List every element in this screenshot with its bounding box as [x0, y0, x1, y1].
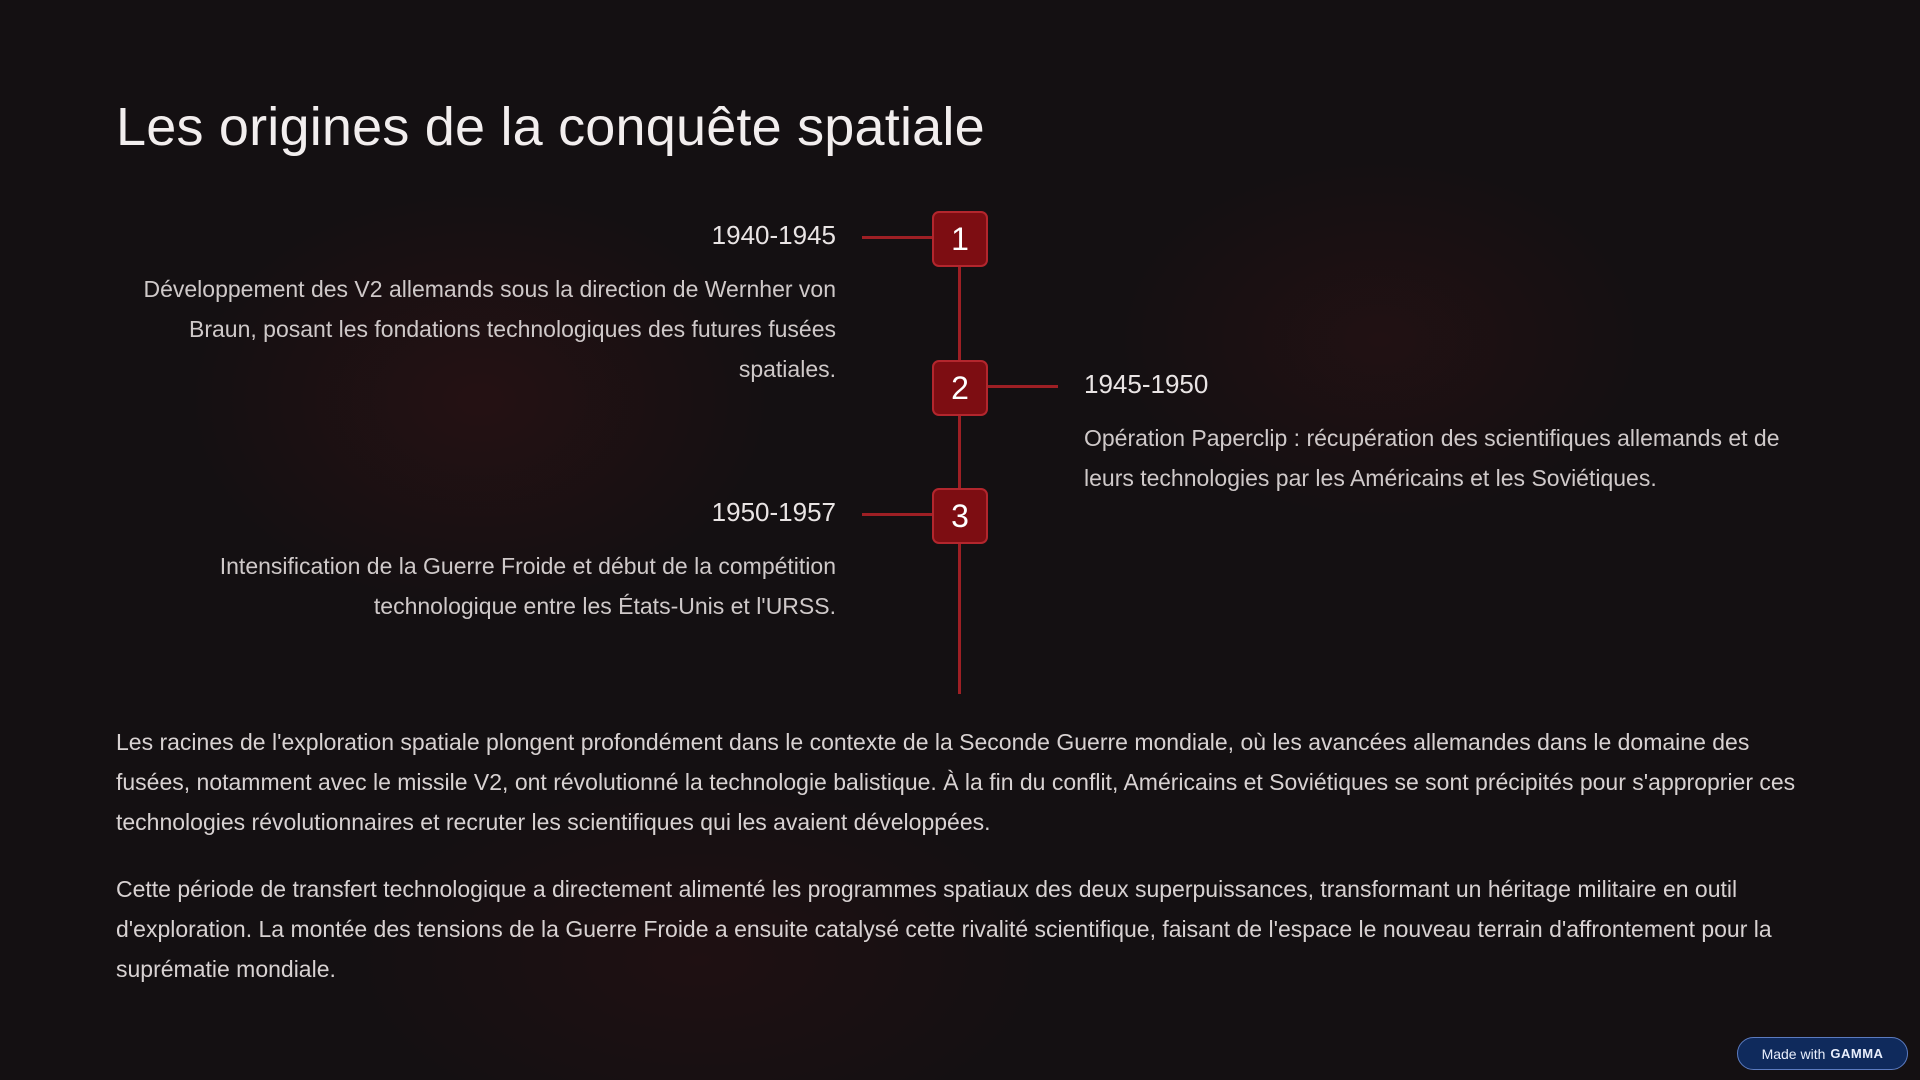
timeline-period-1: 1940-1945	[711, 220, 836, 250]
timeline-connector-3	[862, 513, 934, 516]
timeline-period-2: 1945-1950	[1084, 369, 1209, 399]
slide-title: Les origines de la conquête spatiale	[116, 97, 985, 157]
gamma-logo: GAMMA	[1830, 1046, 1884, 1061]
intro-paragraph: Les racines de l'exploration spatiale plongent profondément dans le contexte de la Seconde Guerre mondiale, où les avancées allemandes dans le domaine des fusées, notamment avec le missile V2, ont révolutionné la technologie balistique. À la fin du conflit, Américains et Soviétiques se sont précipités pour s'approprier ces technologies révolutionnaires et recruter les scientifiques qui les avaient développées.	[116, 729, 1796, 835]
timeline-description-3: Intensification de la Guerre Froide et début de la compétition technologique entre les États-Unis et l'URSS.	[219, 553, 836, 619]
timeline-description-1: Développement des V2 allemands sous la direction de Wernher von Braun, posant les fondations technologiques des futures fusées spatiales.	[143, 276, 836, 382]
badge-prefix: Made with	[1761, 1045, 1826, 1062]
timeline-marker-3: 3	[932, 488, 988, 544]
made-with-gamma-badge[interactable]	[1737, 1037, 1908, 1070]
timeline-marker-2: 2	[932, 360, 988, 416]
timeline-period-3: 1950-1957	[711, 497, 836, 527]
timeline-line	[958, 238, 961, 694]
timeline-connector-1	[862, 236, 934, 239]
timeline-marker-1: 1	[932, 211, 988, 267]
conclusion-paragraph: Cette période de transfert technologique a directement alimenté les programmes spatiaux des deux superpuissances, transformant un héritage militaire en outil d'exploration. La montée des tensions de la Guerre Froide a ensuite catalysé cette rivalité scientifique, faisant de l'espace le nouveau terrain d'affrontement pour la suprématie mondiale.	[116, 876, 1772, 982]
timeline-connector-2	[986, 385, 1058, 388]
timeline-description-2: Opération Paperclip : récupération des scientifiques allemands et de leurs technologies par les Américains et les Soviétiques.	[1084, 425, 1780, 491]
